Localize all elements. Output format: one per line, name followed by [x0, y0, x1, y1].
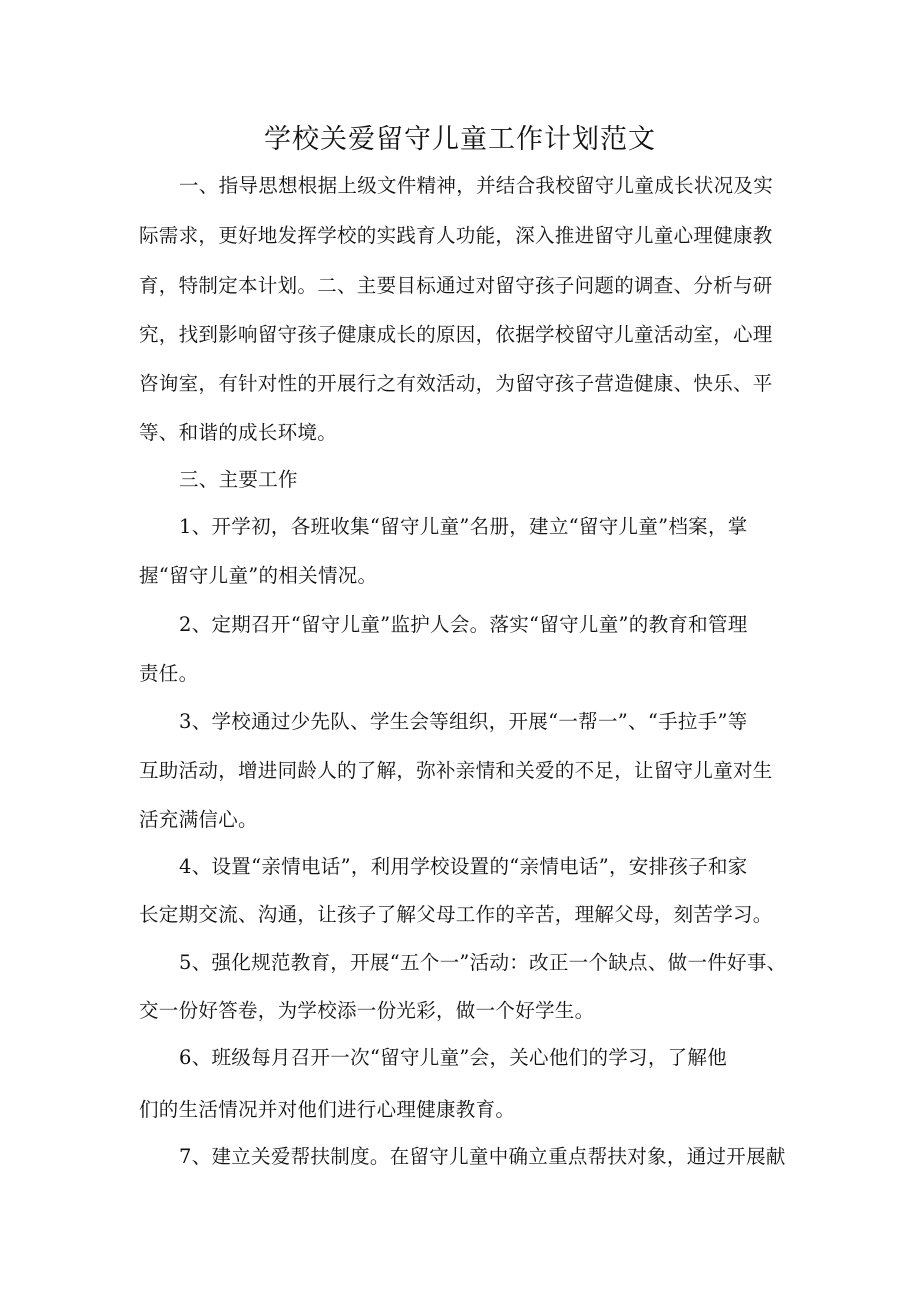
paragraph-line: 5、强化规范教育，开展“五个一”活动：改正一个缺点、做一件好事、 — [179, 951, 787, 974]
paragraph-line: 互助活动，增进同龄人的了解，弥补亲情和关爱的不足，让留守儿童对生 — [139, 759, 773, 782]
document-title: 学校关爱留守儿童工作计划范文 — [264, 124, 656, 155]
paragraph-line: 活充满信心。 — [139, 808, 258, 831]
paragraph-line: 际需求，更好地发挥学校的实践育人功能，深入推进留守儿童心理健康教 — [139, 224, 773, 247]
paragraph-line: 4、设置“亲情电话”，利用学校设置的“亲情电话”，安排孩子和家 — [179, 855, 748, 878]
paragraph-line: 握“留守儿童”的相关情况。 — [139, 564, 378, 587]
paragraph-line: 们的生活情况并对他们进行心理健康教育。 — [139, 1098, 516, 1121]
paragraph-line: 长定期交流、沟通，让孩子了解父母工作的辛苦，理解父母，刻苦学习。 — [139, 903, 773, 926]
paragraph-line: 责任。 — [139, 662, 199, 685]
paragraph-line: 咨询室，有针对性的开展行之有效活动，为留守孩子营造健康、快乐、平 — [139, 372, 773, 395]
paragraph-line: 2、定期召开“留守儿童”监护人会。落实“留守儿童”的教育和管理 — [179, 613, 748, 636]
paragraph-line: 交一份好答卷，为学校添一份光彩，做一个好学生。 — [139, 999, 595, 1022]
paragraph-line: 6、班级每月召开一次“留守儿童”会，关心他们的学习，了解他 — [179, 1046, 728, 1069]
paragraph-line: 3、学校通过少先队、学生会等组织，开展“一帮一”、“手拉手”等 — [179, 710, 748, 733]
paragraph-line: 育，特制定本计划。二、主要目标通过对留守孩子问题的调查、分析与研 — [139, 274, 773, 297]
paragraph-line: 等、和谐的成长环境。 — [139, 421, 338, 444]
section-heading: 三、主要工作 — [179, 468, 298, 491]
paragraph-line: 究，找到影响留守孩子健康成长的原因，依据学校留守儿童活动室，心理 — [139, 323, 773, 346]
paragraph-line: 一、指导思想根据上级文件精神，并结合我校留守儿童成长状况及实 — [179, 174, 774, 197]
paragraph-line: 1、开学初，各班收集“留守儿童”名册，建立“留守儿童”档案，掌 — [179, 515, 748, 538]
paragraph-line: 7、建立关爱帮扶制度。在留守儿童中确立重点帮扶对象，通过开展献 — [179, 1145, 786, 1168]
